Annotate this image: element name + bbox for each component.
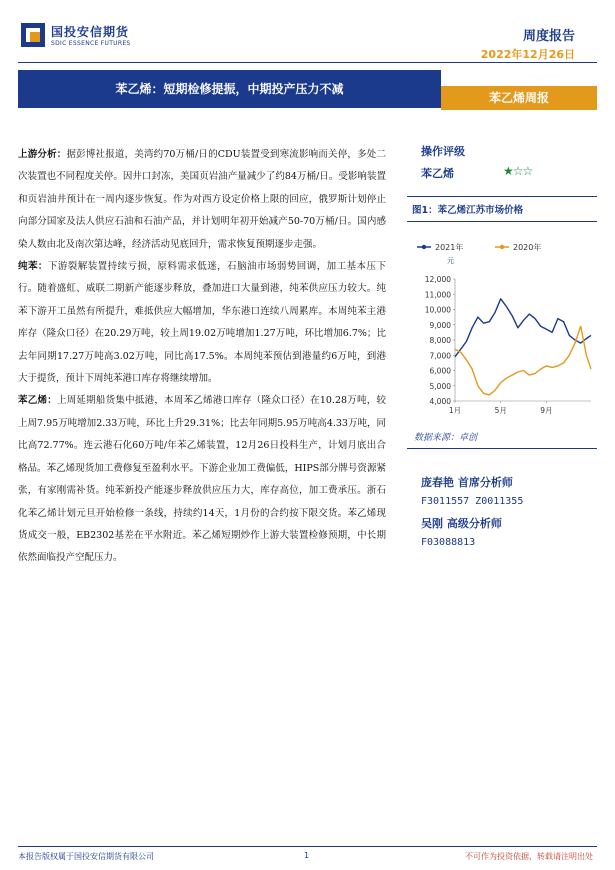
page-number: 1 (304, 851, 310, 860)
series-line (455, 299, 591, 357)
analyst-2-name (421, 515, 502, 531)
header-divider (18, 62, 597, 63)
figure-source: 数据来源：卓创 (414, 433, 478, 443)
analyst-1-name (421, 474, 513, 490)
figure-title-rule (407, 221, 597, 222)
rating-title: 操作评级 (421, 145, 465, 158)
y-tick-label: 10,000 (424, 305, 451, 315)
y-tick-label: 4,000 (429, 397, 451, 406)
paragraph-lead: 纯苯： (18, 261, 48, 273)
company-name-cn: 国投安信期货 (51, 25, 130, 39)
y-tick-label: 9,000 (429, 320, 451, 330)
legend-marker (500, 245, 504, 249)
x-tick-label: 5月 (494, 406, 507, 415)
legend-label: 2021年 (435, 243, 464, 252)
report-body (18, 144, 386, 570)
analyst-name: 庞春艳 (421, 476, 454, 489)
y-tick-label: 12,000 (424, 275, 451, 284)
analyst-name: 吴刚 (421, 517, 443, 530)
analyst-role: 高级分析师 (446, 517, 502, 530)
x-tick-label: 9月 (540, 406, 553, 415)
report-type: 周度报告 (522, 29, 575, 44)
footer-divider (18, 846, 597, 847)
report-title: 苯乙烯：短期检修提振，中期投产压力不减 (18, 70, 441, 108)
y-tick-label: 6,000 (429, 366, 451, 376)
analyst-role: 首席分析师 (457, 476, 513, 489)
y-tick-label: 11,000 (424, 290, 451, 300)
y-tick-label: 8,000 (429, 336, 451, 345)
company-name-en: SDIC ESSENCE FUTURES (51, 40, 131, 47)
analyst-2-certs: F03088813 (421, 537, 476, 548)
legend-label: 2020年 (513, 243, 542, 252)
logo-mark-icon (20, 22, 46, 48)
paragraph-upstream (18, 144, 386, 256)
paragraph-text: 据彭博社报道，美湾约70万桶/日的CDU装置受到寒流影响而关停，多处二次装置也不同程度关停。因井口封冻，美国页岩油产量减少了约84万桶/日。受影响装置和页岩油井预计在一周内逐步恢复。作为对西方设定价格上限的回应，俄罗斯计划停止向部分国家及法人供应石油和石油产品，并计划明年初开始减产50-70万桶/日。国内感染人数由北及南次第达峰，经济活动见底回升，需求恢复预期逐步走强。 (18, 149, 386, 250)
paragraph-lead: 苯乙烯： (18, 395, 57, 407)
company-logo (20, 20, 160, 56)
figure-title: 图1：苯乙烯江苏市场价格 (412, 205, 524, 216)
paragraph-text: 上周延期船货集中抵港，本周苯乙烯港口库存（隆众口径）在10.28万吨，较上周7.95万吨增加2.33万吨，环比上升29.31%；比去年同期5.95万吨高4.33万吨，同比高72.77%。连云港石化60万吨/年苯乙烯装置，12月26日投料生产，计划月底出合格品。苯乙烯现货加工费修复至盈利水平。下游企业加工费偏低，HIPS部分牌号资源紧张，有家刚需补货。纯苯新投产能逐步释放供应压力大，库存高位，加工费承压。浙石化苯乙烯计划元旦开始检修一条线，持续约14天，1月份的合约按下限交货。苯乙烯现货成交一般，EB2302基差在平水附近。苯乙烯短期炒作上游大装置检修预期，中长期依然面临投产空配压力。 (18, 395, 386, 564)
price-line-chart (407, 235, 597, 425)
analyst-1-certs: F3011557 Z0011355 (421, 496, 524, 507)
x-tick-label: 1月 (448, 406, 462, 415)
paragraph-benzene (18, 256, 386, 390)
rating-product: 苯乙烯 (421, 167, 454, 180)
figure-top-rule (407, 196, 597, 197)
paragraph-lead: 上游分析： (18, 149, 67, 160)
y-axis-unit: 元 (447, 257, 454, 265)
copyright-notice: 本报告版权属于国投安信期货有限公司 (18, 852, 154, 861)
legend-marker (422, 245, 426, 249)
paragraph-text: 下游裂解装置持续亏损，原料需求低迷，石脑油市场弱势回调，加工基本压下行。随着盛虹、威联二期新产能逐步释放，叠加进口大量到港，纯苯供应压力较大。纯苯下游开工虽然有所提升，难抵供应大幅增加，华东港口连续八周累库。本周纯苯主港库存（隆众口径）在20.29万吨，较上周19.02万吨增加1.27万吨，环比增加6.7%；比去年同期17.27万吨高3.02万吨，同比高17.5%。本周纯苯预估到港量约6万吨，到港大于提货，预计下周纯苯港口库存将继续增加。 (18, 261, 386, 385)
disclaimer: 不可作为投资依据，转载请注明出处 (465, 852, 593, 861)
figure-bottom-rule (407, 448, 597, 449)
rating-stars-icon: ★☆☆ (503, 164, 533, 178)
y-tick-label: 5,000 (429, 381, 451, 391)
paragraph-styrene (18, 390, 386, 569)
y-tick-label: 7,000 (429, 351, 451, 361)
report-date: 2022年12月26日 (480, 48, 575, 61)
series-tag: 苯乙烯周报 (441, 86, 597, 110)
